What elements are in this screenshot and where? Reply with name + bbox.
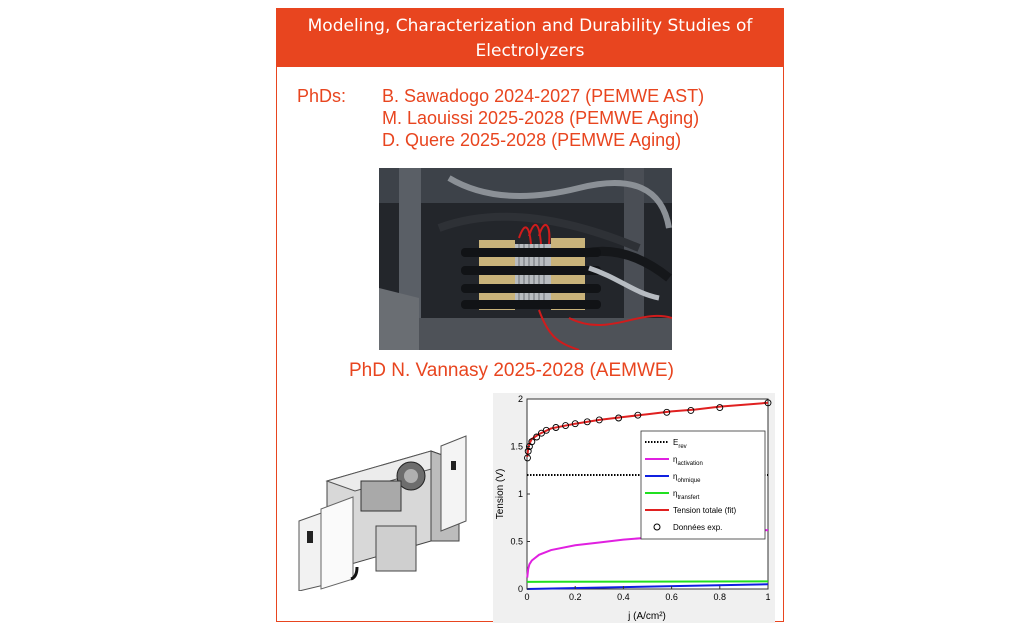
y-axis-label: Tension (V)	[495, 468, 506, 520]
y-tick-label: 0	[517, 584, 523, 594]
slide-header	[277, 9, 783, 67]
legend-label-transfert: $\eta_{transfert}$	[673, 489, 700, 501]
second-phd-label: PhD N. Vannasy 2025-2028 (AEMWE)	[349, 360, 674, 381]
legend-label-activation: $\eta_{activation}$	[673, 455, 703, 467]
aemwe-device-cad-image	[291, 431, 481, 591]
x-tick-label: 1	[765, 592, 771, 602]
y-tick-label: 0.5	[510, 536, 523, 547]
x-tick-label: 0	[524, 592, 530, 602]
x-axis-label: j (A/cm²)	[628, 611, 666, 622]
legend-label-tension-totale-fit: Tension totale (fit)	[673, 506, 737, 515]
voltage-current-chart	[493, 393, 775, 623]
legend-label-donn-es-exp: Données exp.	[673, 523, 723, 532]
slide	[276, 8, 784, 622]
phd-item-sawadogo: B. Sawadogo 2024-2027 (PEMWE AST)	[382, 86, 705, 106]
header-title-line1: Modeling, Characterization and Durability Studies of	[307, 16, 753, 36]
legend-label-ohmique: $\eta_{ohmique}$	[673, 472, 701, 484]
phd-item-quere: D. Quere 2025-2028 (PEMWE Aging)	[382, 130, 682, 150]
chart-svg	[493, 393, 775, 623]
phd-item-laouissi: M. Laouissi 2025-2028 (PEMWE Aging)	[382, 108, 700, 128]
x-tick-label: 0.4	[617, 592, 630, 602]
electrolyzer-stack-photo	[379, 168, 672, 350]
x-tick-label: 0.2	[568, 592, 582, 602]
y-tick-label: 2	[517, 394, 523, 404]
legend-label-rev: $E_{rev}$	[673, 438, 687, 450]
header-title-line2: Electrolyzers	[475, 41, 585, 61]
x-tick-label: 0.8	[713, 592, 727, 602]
x-tick-label: 0.6	[665, 592, 678, 602]
y-tick-label: 1.5	[510, 441, 523, 452]
phds-label: PhDs:	[297, 86, 347, 106]
y-tick-label: 1	[517, 489, 523, 499]
